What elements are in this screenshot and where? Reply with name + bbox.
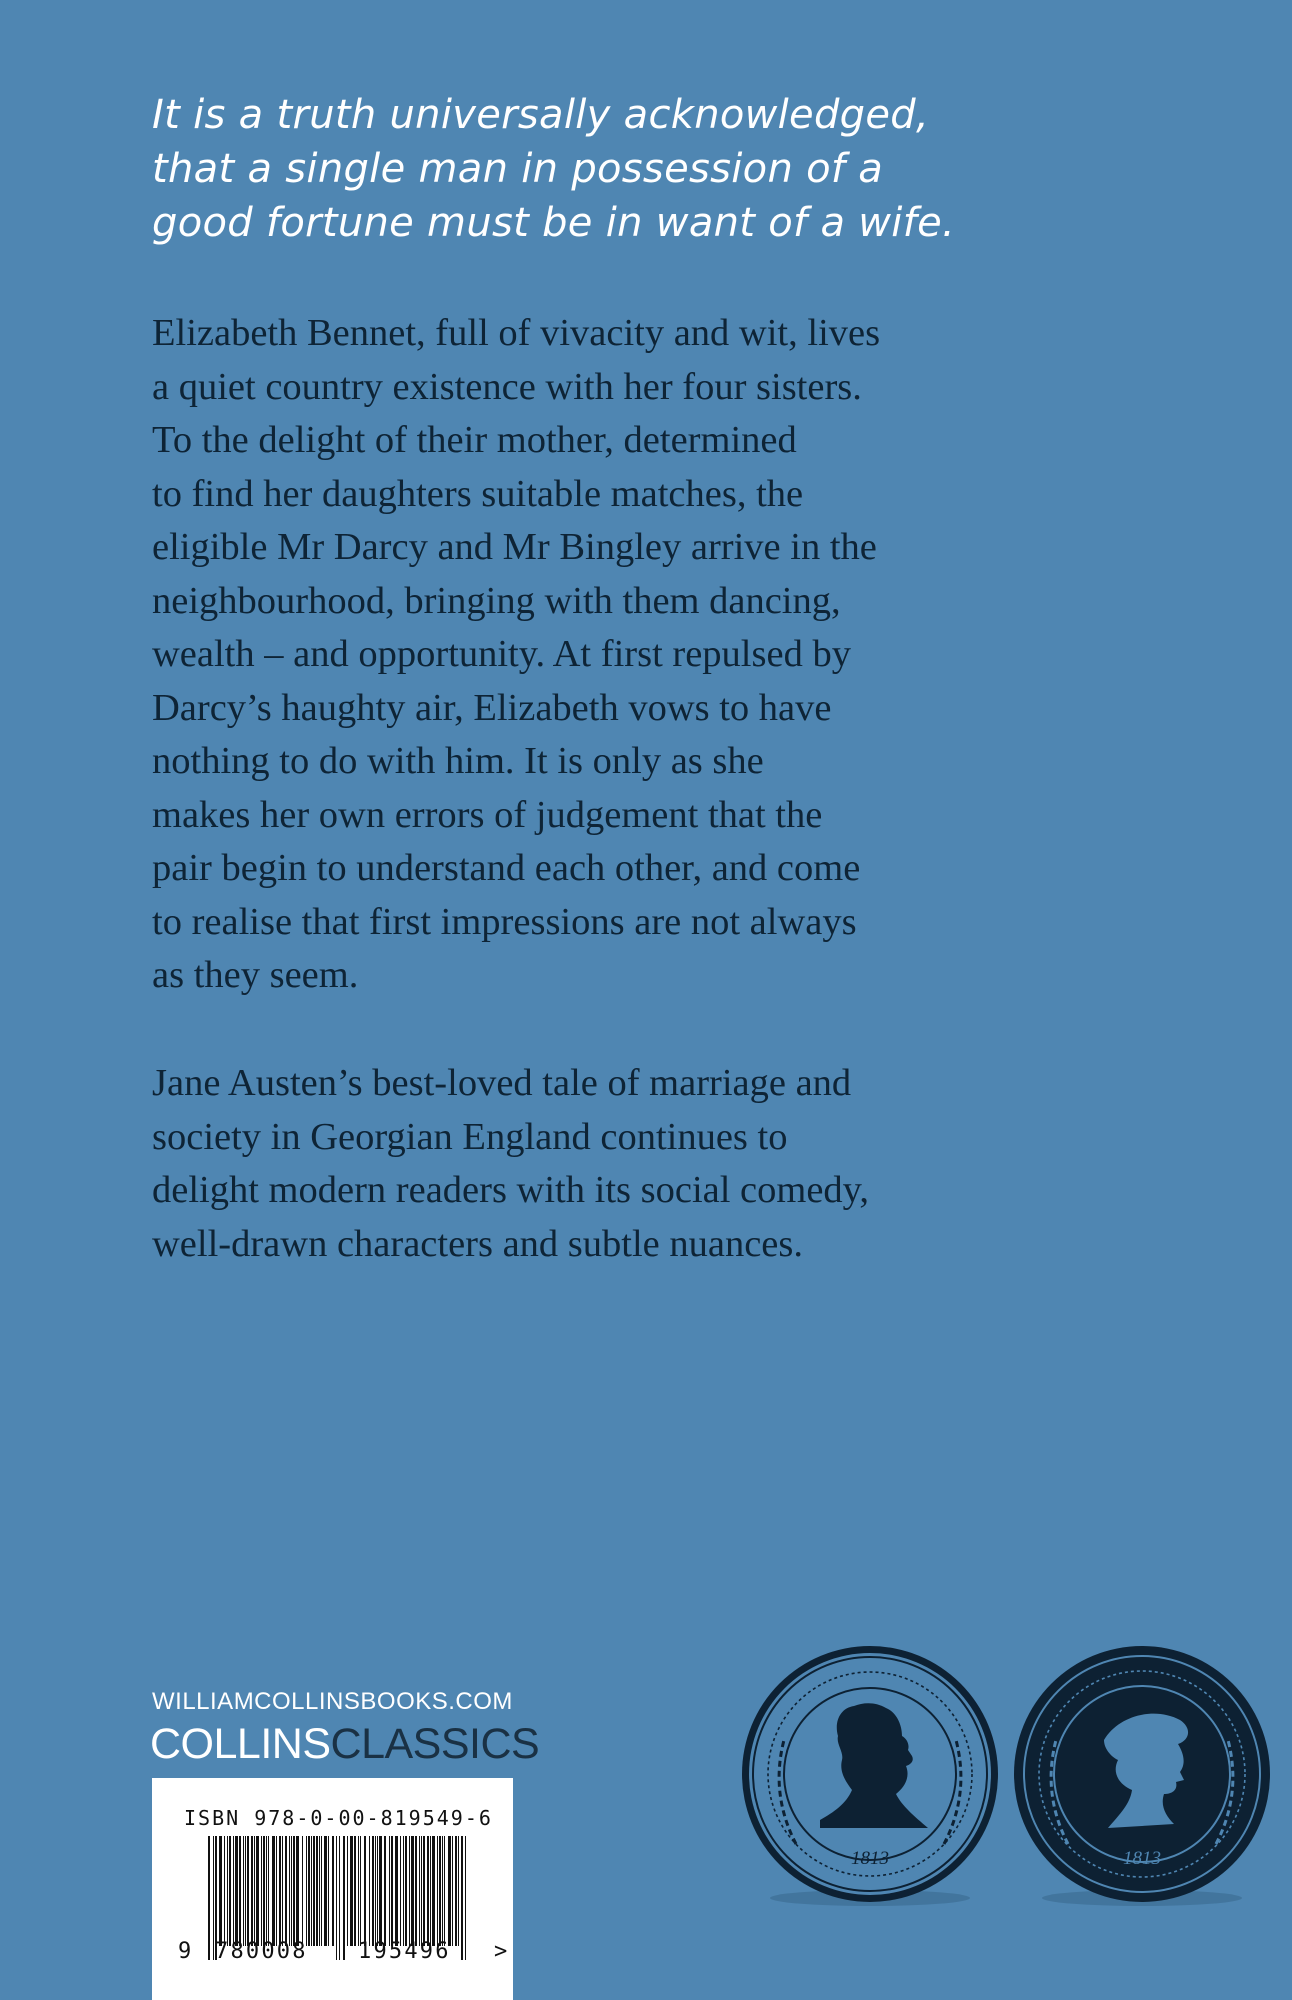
barcode-bar: [235, 1836, 238, 1946]
barcode-bar: [276, 1836, 277, 1946]
barcode-bar: [432, 1836, 435, 1946]
synopsis-line: neighbourhood, bringing with them dancing,: [152, 579, 841, 622]
barcode-bar: [465, 1836, 466, 1960]
barcode-bar: [324, 1836, 327, 1946]
barcode-bar: [375, 1836, 376, 1946]
barcode-bar: [291, 1836, 292, 1946]
barcode-bar: [229, 1836, 231, 1946]
barcode-bar: [272, 1836, 275, 1946]
barcode-bar: [263, 1836, 265, 1946]
barcode-bar: [316, 1836, 318, 1946]
barcode-digits-right: 195496: [358, 1939, 451, 1964]
praise-line: society in Georgian England continues to: [152, 1115, 788, 1158]
synopsis-line: a quiet country existence with her four sisters.: [152, 365, 862, 408]
lady-medallion: [1008, 1644, 1276, 1912]
synopsis-line: nothing to do with him. It is only as she: [152, 740, 764, 782]
isbn-barcode: [152, 1778, 513, 2000]
medallion-year: 1813: [851, 1848, 889, 1869]
barcode-bar: [213, 1836, 214, 1960]
barcode-bar: [282, 1836, 283, 1946]
barcode-bar: [261, 1836, 262, 1946]
barcode-bar: [400, 1836, 401, 1946]
synopsis-line: to find her daughters suitable matches, the: [152, 472, 804, 515]
praise-paragraph: [152, 1057, 952, 1271]
barcode-bar: [336, 1836, 337, 1960]
synopsis-line: wealth – and opportunity. At first repulsed by: [152, 633, 851, 675]
synopsis-line: To the delight of their mother, determined: [152, 419, 797, 461]
synopsis-line: pair begin to understand each other, and come: [152, 847, 861, 889]
barcode-bar: [279, 1836, 281, 1946]
praise-line: delight modern readers with its social comedy,: [152, 1169, 870, 1211]
barcode-bar: [266, 1836, 267, 1946]
barcode-digits-left: 780008: [215, 1939, 308, 1964]
barcode-bar: [415, 1836, 417, 1946]
logo-word-collins: COLLINS: [150, 1720, 331, 1768]
barcode-bar: [245, 1836, 246, 1946]
barcode-bar: [405, 1836, 407, 1946]
barcode-bar: [455, 1836, 457, 1946]
barcode-bar: [444, 1836, 445, 1946]
barcode-bar: [452, 1836, 453, 1946]
barcode-bar: [313, 1836, 315, 1946]
quote-line: It is a truth universally acknowledged,: [152, 92, 929, 138]
barcode-bar: [384, 1836, 386, 1946]
barcode-bar: [285, 1836, 287, 1946]
barcode-bar: [254, 1836, 255, 1946]
synopsis-line: eligible Mr Darcy and Mr Bingley arrive in the: [152, 526, 877, 568]
synopsis-paragraph: [152, 307, 952, 1003]
barcode-bar: [395, 1836, 398, 1946]
synopsis-line: to realise that first impressions are not always: [152, 900, 857, 943]
synopsis-line: makes her own errors of judgement that the: [152, 793, 823, 836]
barcode-bar: [403, 1836, 404, 1946]
barcode-bar: [461, 1836, 463, 1960]
synopsis-line: Elizabeth Bennet, full of vivacity and wit, lives: [152, 312, 881, 354]
barcode-bar: [364, 1836, 366, 1946]
barcode-bar: [354, 1836, 356, 1946]
opening-quote: [152, 88, 972, 250]
barcode-bar: [372, 1836, 374, 1946]
barcode-bar: [343, 1836, 345, 1960]
barcode-bar: [369, 1836, 370, 1946]
barcode-bar: [251, 1836, 253, 1946]
barcode-bar: [328, 1836, 329, 1946]
barcode-bar: [296, 1836, 299, 1946]
barcode-bar: [419, 1836, 420, 1946]
quote-line: that a single man in possession of a: [152, 146, 884, 192]
barcode-bar: [268, 1836, 269, 1946]
barcode-bar: [306, 1836, 307, 1946]
barcode-end-mark: >: [494, 1939, 508, 1964]
barcode-bar: [293, 1836, 295, 1946]
isbn-label: ISBN 978-0-00-819549-6: [184, 1806, 493, 1830]
praise-line: well-drawn characters and subtle nuances.: [152, 1222, 804, 1265]
synopsis-line: Darcy’s haughty air, Elizabeth vows to have: [152, 686, 832, 729]
barcode-bar: [358, 1836, 359, 1946]
barcode-bar: [239, 1836, 241, 1946]
barcode-bar: [247, 1836, 249, 1946]
publisher-logo: [150, 1716, 539, 1772]
barcode-bar: [389, 1836, 390, 1946]
barcode-bar: [339, 1836, 340, 1960]
barcode-bar: [321, 1836, 322, 1946]
barcode-bar: [448, 1836, 451, 1946]
barcode-bar: [409, 1836, 410, 1946]
barcode-bar: [423, 1836, 425, 1946]
barcode-bar: [319, 1836, 320, 1946]
barcode-bar: [224, 1836, 225, 1946]
barcode-bar: [311, 1836, 312, 1946]
barcode-bar: [442, 1836, 443, 1946]
barcode-bar: [289, 1836, 290, 1946]
barcode-bar: [233, 1836, 234, 1946]
barcode-bar: [458, 1836, 459, 1946]
barcode-bar: [256, 1836, 259, 1946]
barcode-bar: [350, 1836, 353, 1946]
barcode-bar: [208, 1836, 210, 1960]
barcode-bar: [377, 1836, 378, 1946]
barcode-bar: [411, 1836, 414, 1946]
publisher-website: WILLIAMCOLLINSBOOKS.COM: [152, 1688, 513, 1715]
gentleman-medallion: [736, 1644, 1004, 1912]
quote-line: good fortune must be in want of a wife.: [152, 200, 956, 246]
barcode-bar: [347, 1836, 348, 1946]
barcode-bar: [243, 1836, 244, 1946]
logo-word-classics: CLASSICS: [330, 1720, 540, 1768]
barcode-bar: [227, 1836, 228, 1946]
barcode-bar: [332, 1836, 334, 1946]
praise-line: Jane Austen’s best-loved tale of marriage and: [152, 1062, 852, 1104]
barcode-bar: [360, 1836, 361, 1946]
medallion-year: 1813: [1123, 1848, 1161, 1869]
barcode-digit-first: 9: [178, 1939, 192, 1964]
barcode-bar: [302, 1836, 303, 1946]
barcode-bar: [439, 1836, 441, 1946]
barcode-bar: [430, 1836, 431, 1946]
barcode-bar: [421, 1836, 422, 1946]
synopsis-line: as they seem.: [152, 954, 359, 996]
barcode-bar: [437, 1836, 438, 1946]
barcode-bar: [308, 1836, 310, 1946]
barcode-bar: [379, 1836, 382, 1946]
barcode-bar: [427, 1836, 429, 1946]
barcode-bar: [391, 1836, 393, 1946]
barcode-bar: [219, 1836, 222, 1946]
